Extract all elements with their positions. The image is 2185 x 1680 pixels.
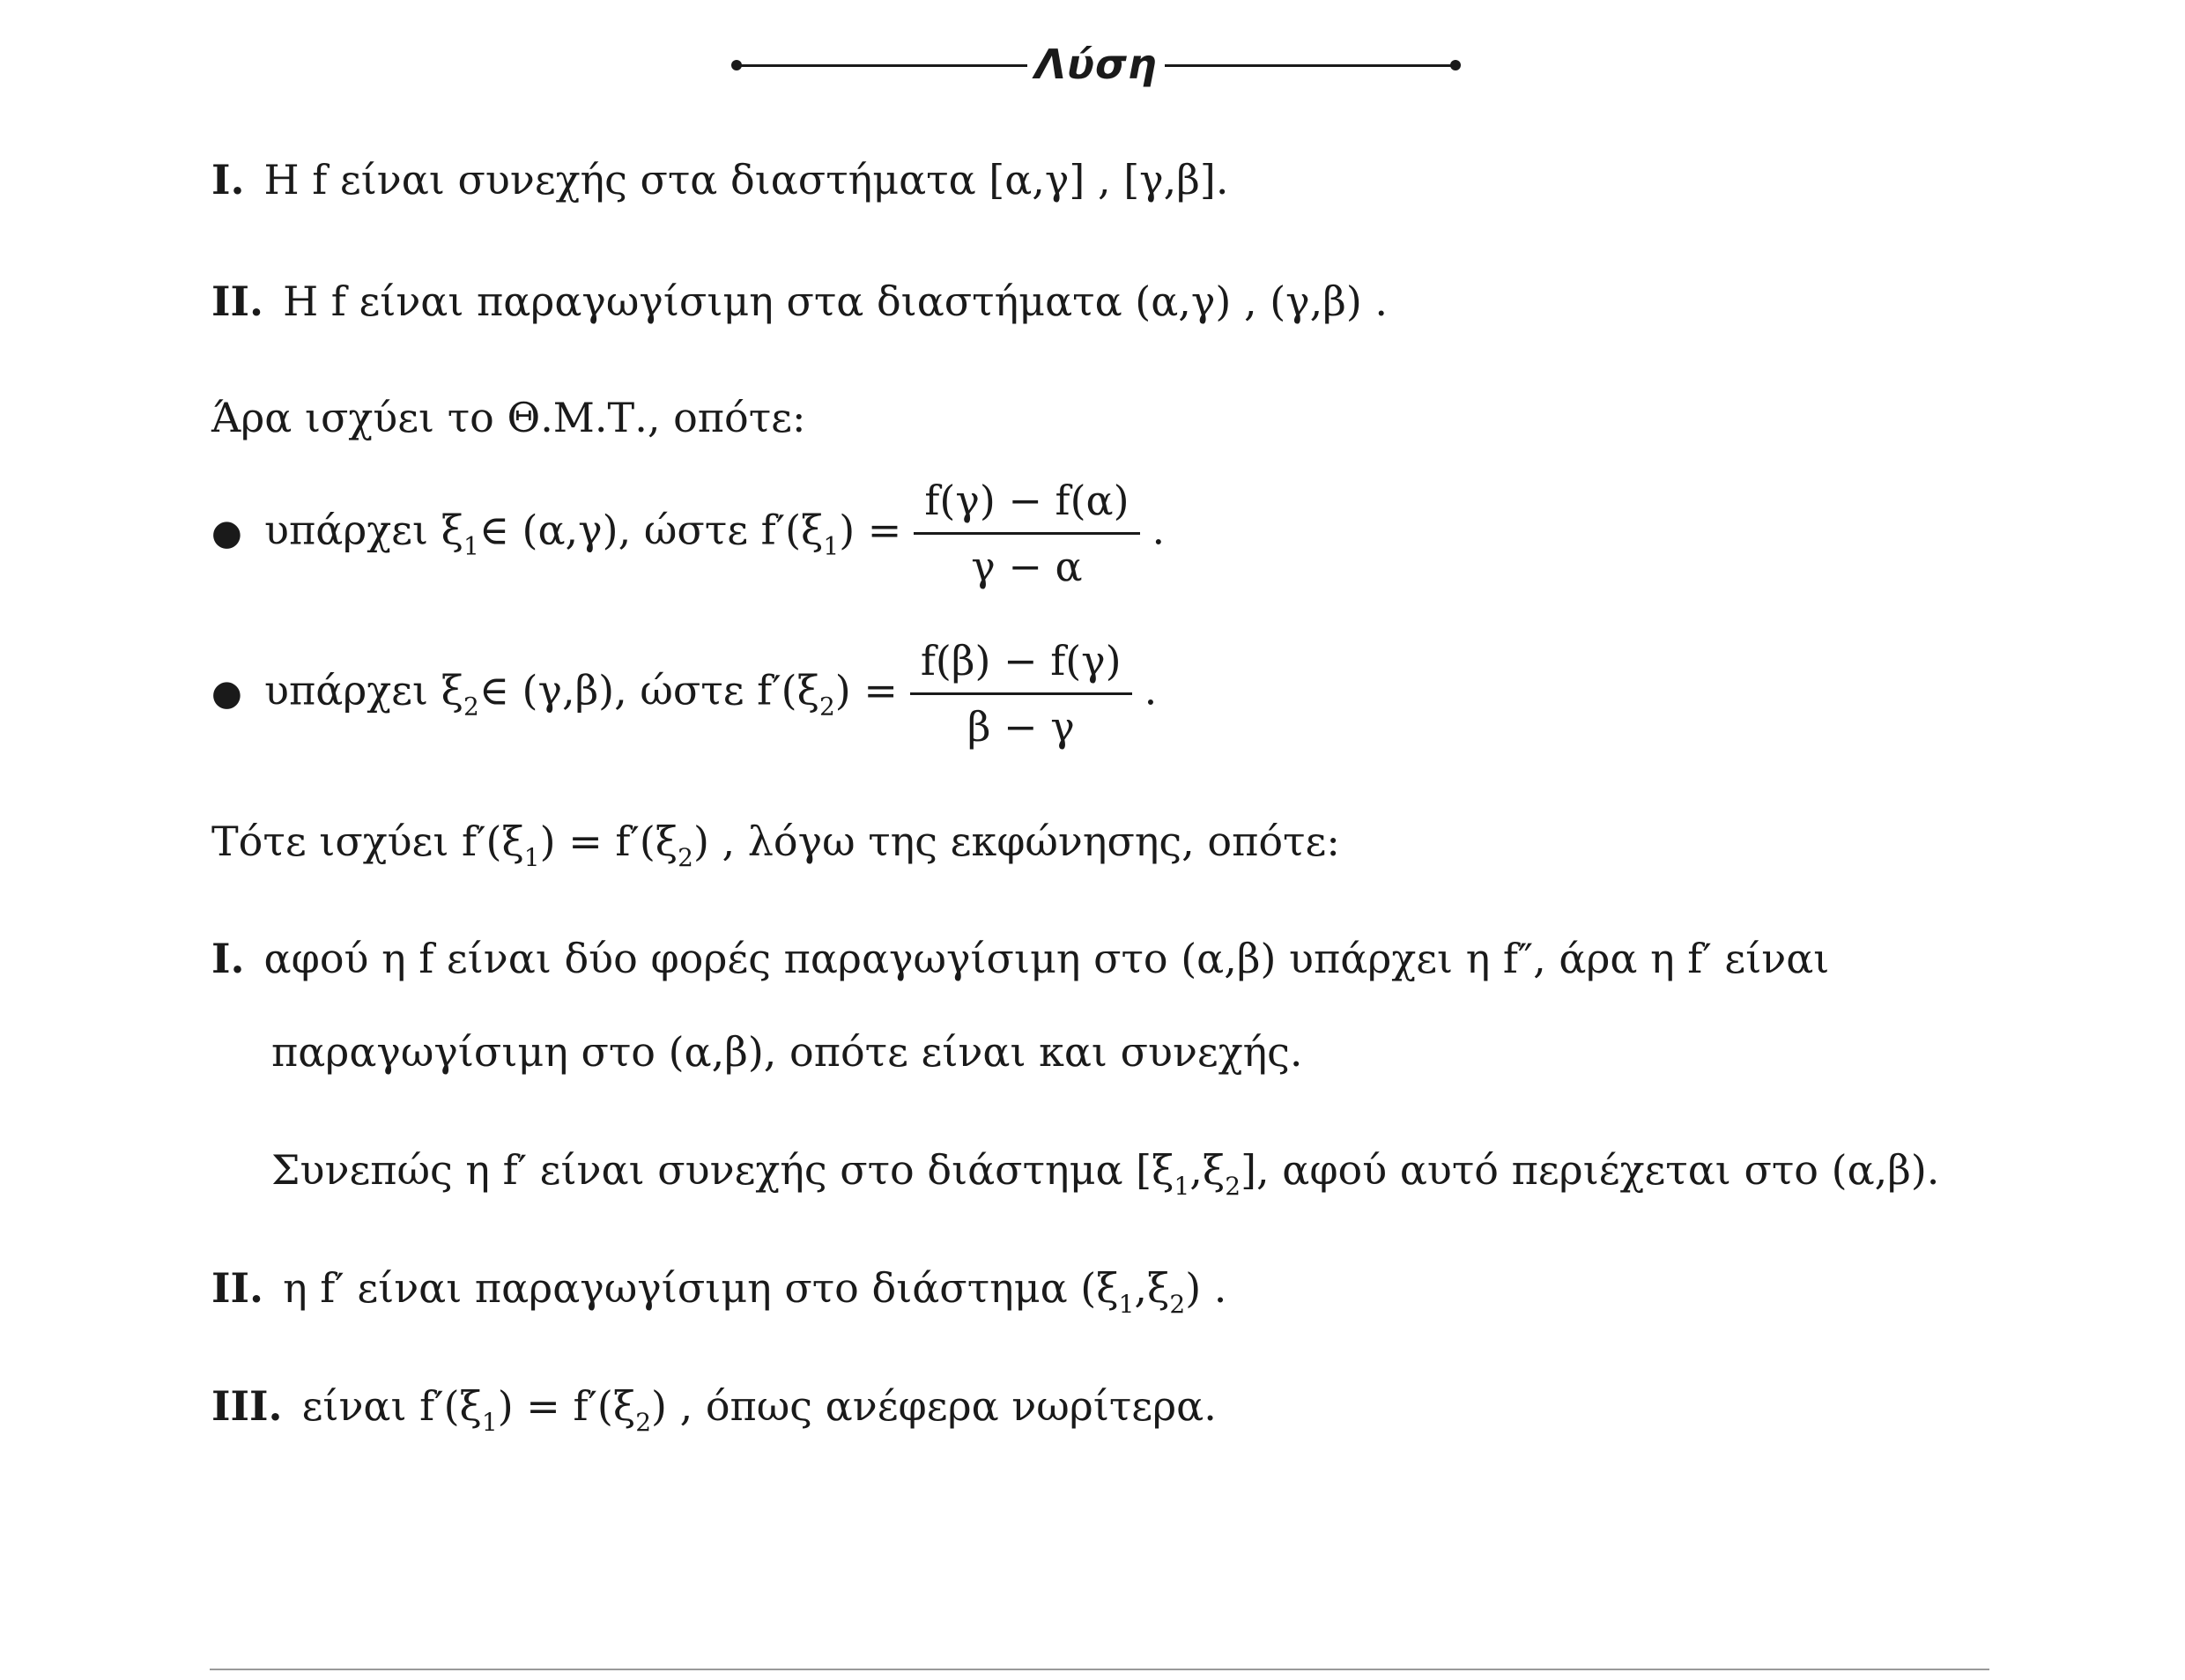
footer-rule bbox=[210, 1669, 1989, 1670]
condition-label: II. bbox=[211, 278, 264, 325]
text: ], αφού αυτό περιέχεται στο (α,β). bbox=[1241, 1146, 1940, 1194]
then-statement bbox=[211, 815, 1340, 884]
header-title: Λύση bbox=[1034, 41, 1158, 88]
subscript: 1 bbox=[481, 1408, 498, 1437]
subscript: 1 bbox=[1174, 1172, 1190, 1201]
bullet-text: ∈ (α,γ), ώστε f′(ξ bbox=[478, 506, 824, 554]
bullet-text: ) = bbox=[834, 666, 898, 714]
subscript: 2 bbox=[1169, 1290, 1186, 1319]
condition-continuity bbox=[211, 153, 1228, 206]
subscript: 1 bbox=[1118, 1290, 1135, 1319]
text: ,ξ bbox=[1134, 1264, 1170, 1312]
text: ) . bbox=[1185, 1264, 1227, 1312]
fraction-numerator: f(β) − f(γ) bbox=[910, 636, 1132, 695]
text: ,ξ bbox=[1189, 1146, 1226, 1194]
bullet-text: υπάρχει ξ bbox=[264, 666, 464, 714]
condition-text: Η f είναι παραγωγίσιμη στα διαστήματα (α,γ) , (γ,β) . bbox=[283, 278, 1389, 325]
mvt-statement: Άρα ισχύει το Θ.Μ.Τ., οπότε: bbox=[211, 394, 806, 441]
condition-text: παραγωγίσιμη στο (α,β), οπότε είναι και συνεχής. bbox=[271, 1028, 1303, 1076]
bullet-text: υπάρχει ξ bbox=[264, 506, 464, 554]
period: . bbox=[1152, 506, 1166, 554]
rolle-continuity-statement bbox=[271, 1143, 1939, 1213]
subscript: 2 bbox=[463, 692, 479, 722]
condition-label: I. bbox=[211, 935, 245, 982]
subscript: 2 bbox=[678, 843, 693, 872]
rolle-condition-1-continued bbox=[271, 1025, 1303, 1078]
subscript: 1 bbox=[823, 531, 840, 561]
rolle-condition-1 bbox=[211, 932, 1829, 985]
section-header bbox=[0, 33, 2185, 95]
rolle-condition-2 bbox=[211, 1262, 1226, 1331]
subscript: 2 bbox=[635, 1408, 652, 1437]
condition-label: I. bbox=[211, 156, 245, 204]
condition-text: Η f είναι συνεχής στα διαστήματα [α,γ] , [γ,β]. bbox=[263, 156, 1229, 204]
fraction-numerator: f(γ) − f(α) bbox=[914, 476, 1139, 535]
mvt-bullet-2 bbox=[211, 636, 1157, 751]
text: ) , λόγω της εκφώνησης, οπότε: bbox=[693, 818, 1340, 865]
subscript: 2 bbox=[1225, 1172, 1241, 1201]
condition-label: II. bbox=[211, 1264, 264, 1312]
condition-differentiability bbox=[211, 275, 1388, 328]
text: η f′ είναι παραγωγίσιμη στο διάστημα (ξ bbox=[283, 1264, 1119, 1312]
fraction-denominator: γ − α bbox=[971, 543, 1083, 590]
condition-label: III. bbox=[211, 1382, 283, 1430]
bullet-dot: ● bbox=[211, 672, 242, 714]
header-right-rule bbox=[1165, 64, 1455, 67]
condition-text: αφού η f είναι δύο φορές παραγωγίσιμη στο (α,β) υπάρχει η f″, άρα η f′ είναι bbox=[263, 935, 1830, 982]
fraction-denominator: β − γ bbox=[967, 703, 1075, 751]
subscript: 1 bbox=[463, 531, 479, 561]
subscript: 1 bbox=[523, 843, 540, 872]
header-left-rule bbox=[737, 64, 1027, 67]
rolle-condition-3 bbox=[211, 1380, 1217, 1449]
header-right-dot bbox=[1450, 60, 1461, 70]
text: Τότε ισχύει f′(ξ bbox=[211, 818, 524, 865]
subscript: 2 bbox=[818, 692, 835, 722]
bullet-text: ∈ (γ,β), ώστε f′(ξ bbox=[478, 666, 819, 714]
bullet-dot: ● bbox=[211, 512, 242, 553]
text: ) = f′(ξ bbox=[539, 818, 678, 865]
period: . bbox=[1144, 666, 1158, 714]
mvt-bullet-1 bbox=[211, 476, 1165, 591]
bullet-text: ) = bbox=[839, 506, 902, 554]
fraction bbox=[914, 476, 1139, 591]
text: ) , όπως ανέφερα νωρίτερα. bbox=[651, 1382, 1217, 1430]
text: ) = f′(ξ bbox=[497, 1382, 636, 1430]
fraction bbox=[910, 636, 1132, 751]
text: Συνεπώς η f′ είναι συνεχής στο διάστημα [ξ bbox=[271, 1146, 1174, 1194]
text: είναι f′(ξ bbox=[301, 1382, 482, 1430]
